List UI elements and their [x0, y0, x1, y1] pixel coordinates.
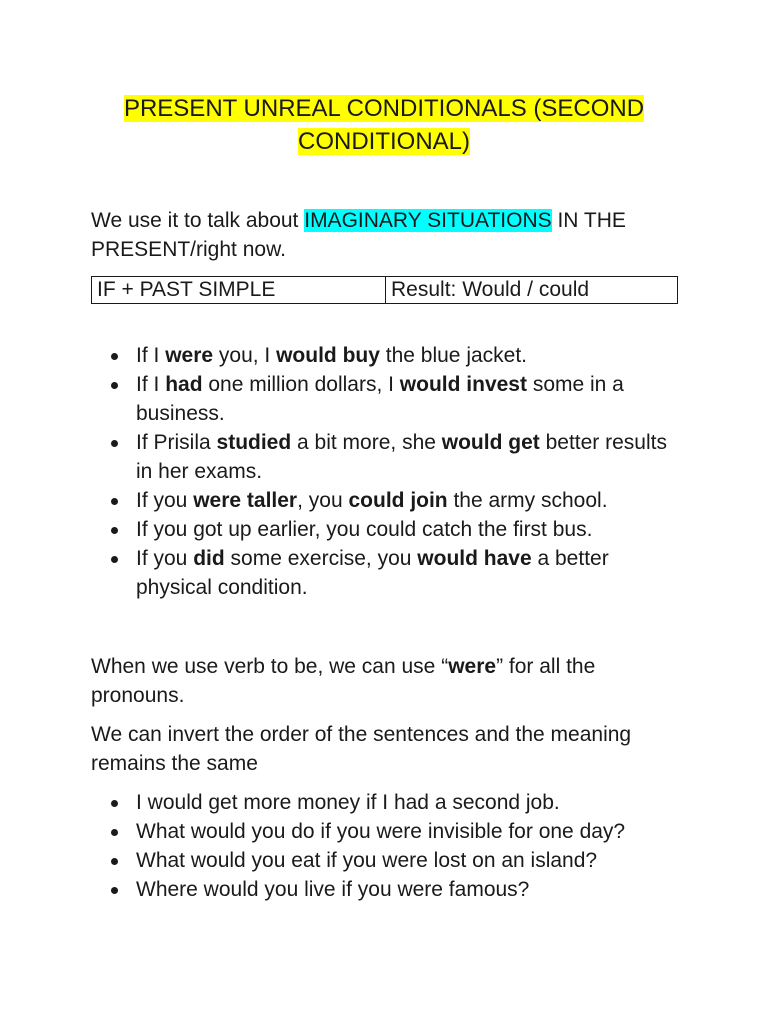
bold-text: had — [165, 373, 203, 396]
text: If Prisila — [136, 431, 217, 454]
text: some exercise, you — [224, 547, 418, 570]
text: ” for all the pronouns. — [91, 655, 596, 707]
note-verb-to-be — [91, 652, 691, 710]
page-title — [60, 92, 708, 158]
bold-text: would invest — [399, 373, 527, 396]
list-item — [91, 428, 681, 486]
text: When we use verb to be, we can use “ — [91, 655, 449, 678]
text: If you — [136, 547, 194, 570]
text: If you got up earlier, you could catch the first bus. — [136, 518, 593, 541]
bold-text: would get — [441, 431, 540, 454]
bold-text: would buy — [276, 344, 380, 367]
list-item — [91, 341, 681, 370]
intro-text-before: We use it to talk about — [91, 209, 305, 232]
list-item: Where would you live if you were famous? — [91, 875, 691, 904]
list-item: What would you eat if you were lost on an island? — [91, 846, 691, 875]
text: one million dollars, I — [202, 373, 400, 396]
list-item — [91, 544, 681, 602]
bold-text: were — [165, 344, 214, 367]
note-invert-order: We can invert the order of the sentences and the meaning remains the same — [91, 723, 632, 775]
bold-text: were — [448, 655, 497, 678]
text: If I — [136, 344, 166, 367]
bold-text: would have — [417, 547, 532, 570]
title-line-2: CONDITIONAL) — [297, 128, 470, 155]
text: If I — [136, 373, 166, 396]
text: you, I — [213, 344, 277, 367]
bold-text: were taller — [193, 489, 298, 512]
list-item — [91, 370, 681, 428]
intro-highlight: IMAGINARY SITUATIONS — [304, 209, 552, 232]
inverted-examples-list — [91, 788, 691, 904]
text: the blue jacket. — [379, 344, 528, 367]
text: a bit more, she — [291, 431, 442, 454]
text: a better physical condition. — [136, 547, 609, 599]
bold-text: studied — [216, 431, 292, 454]
examples-list — [91, 341, 681, 602]
bold-text: could join — [348, 489, 448, 512]
rule-result-cell: Result: Would / could — [386, 277, 678, 304]
text: the army school. — [447, 489, 608, 512]
text: some in a business. — [136, 373, 624, 425]
list-item: I would get more money if I had a second job. — [91, 788, 691, 817]
title-line-1: PRESENT UNREAL CONDITIONALS (SECOND — [123, 95, 645, 122]
list-item — [91, 486, 681, 515]
rule-if-cell: IF + PAST SIMPLE — [92, 277, 386, 304]
bold-text: did — [193, 547, 225, 570]
rule-table — [91, 276, 678, 304]
list-item — [91, 515, 681, 544]
intro-paragraph — [91, 206, 691, 264]
text: If you — [136, 489, 194, 512]
text: , you — [297, 489, 349, 512]
text: better results in her exams. — [136, 431, 667, 483]
rule-table-row — [92, 277, 678, 304]
list-item: What would you do if you were invisible for one day? — [91, 817, 691, 846]
intro-text-after: IN THE PRESENT/right now. — [91, 209, 626, 261]
